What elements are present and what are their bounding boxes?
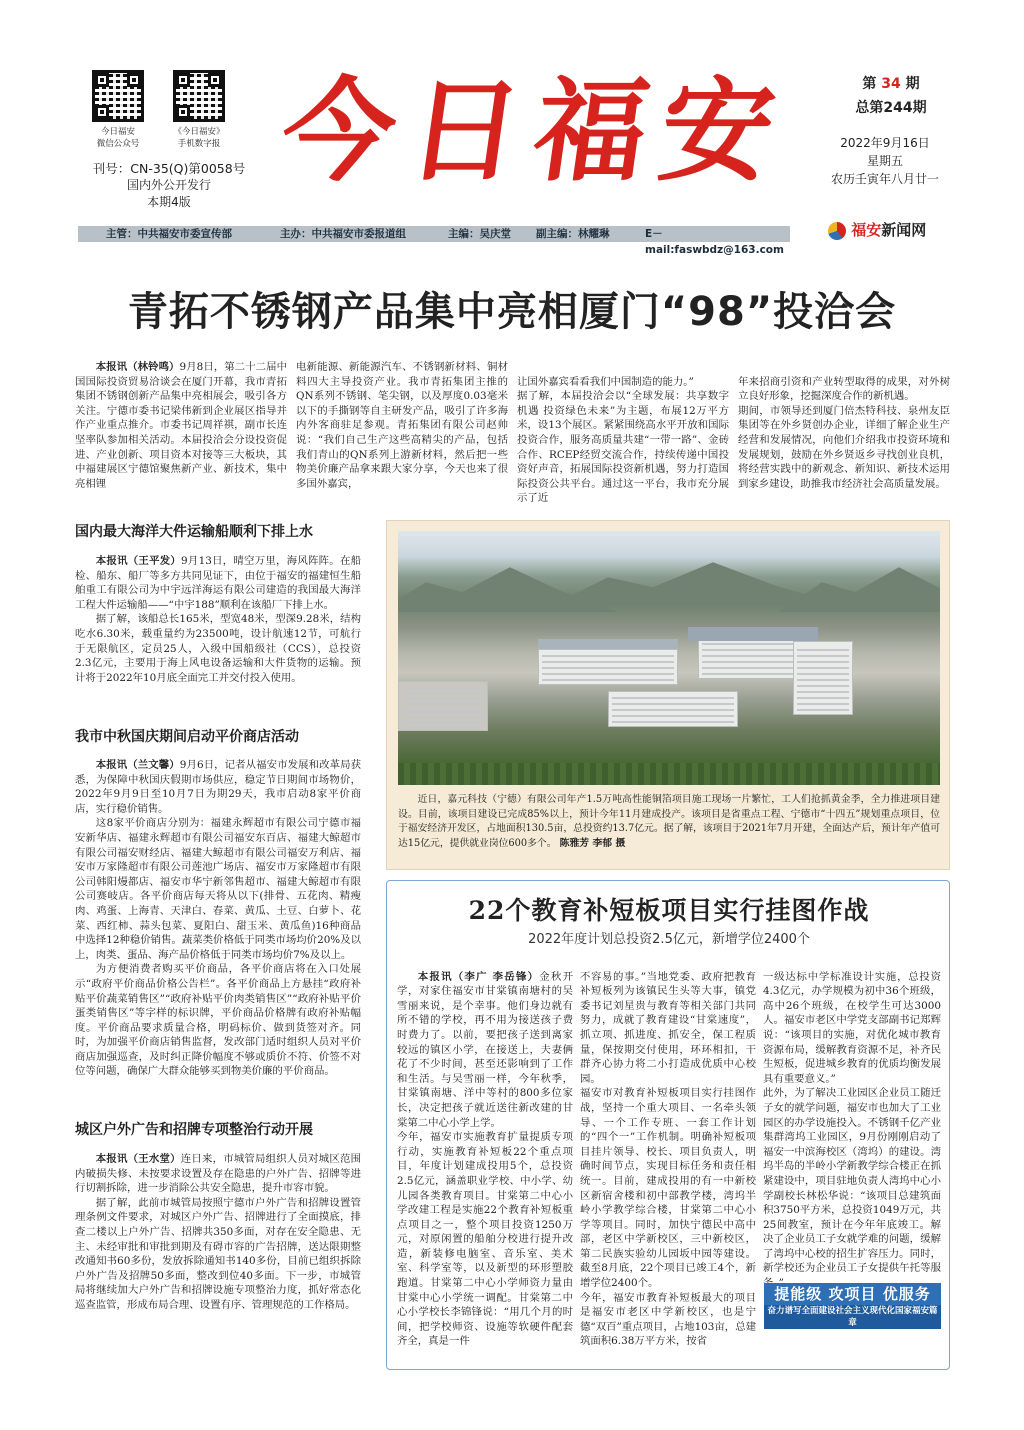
qr-code-icon: [92, 70, 144, 122]
lead-col-2: 电新能源、新能源汽车、不锈钢新材料、铜材料四大主导投资产业。我市青拓集团主推的QN系列不锈钢、笔尖钢，以及厚度0.03毫米以下的手撕钢等自主研发产品，吸引了许多海内外客商驻足参观。青拓集团有限公司赵帅说：“我们自己生产这些高精尖的产品，包括我们青山的QN系列上游新材料，然后把一些物美价廉产品拿来跟大家分享，今天也来了很多国外嘉宾，: [296, 361, 508, 490]
ads-headline: 城区户外广告和招牌专项整治行动开展: [75, 1122, 313, 1138]
photo-box: [386, 520, 950, 870]
slogan-banner: [764, 1283, 941, 1328]
info-bar: [78, 226, 790, 256]
qr-code-digital[interactable]: [173, 70, 225, 122]
weekday: 星期五: [866, 154, 903, 168]
qr-caption-digital: 《今日福安》 手机数字报: [173, 127, 225, 149]
logo-swirl-icon: [828, 222, 846, 240]
qr-code-wechat[interactable]: [92, 70, 144, 122]
issn: 刊号：CN-35(Q)第0058号: [92, 161, 246, 176]
masthead-title: 今日福安: [273, 66, 797, 197]
total-issue: 总第244期: [855, 100, 927, 116]
ads-article: 本报讯（王水堂）连日来，市城管局组织人员对城区范围内破损失修、未按要求设置及存在隐患的户外广告、招牌等进行切割拆除，进一步消除公共安全隐患，提升市容市貌。 据了解，此前市城管局按照宁德市户外广告和招牌设置管理条例文件要求，对城区户外广告、招牌进行了全面摸底，排查二楼以上户外广告、招牌共350多面，对存在安全隐患、无主、未经审批和审批到期及有碍市容的广告招牌，送达限期整改通知书60多份，发放拆除通知书140多份，目前已组织拆除户外广告及招牌50多面，整改到位40多面。下一步，市城管局将继续加大户外广告和招牌设施专项整治力度，抓好常态化巡查监管，形成布局合理、设置有序、管理规范的工作格局。: [75, 1153, 361, 1311]
issue-number: 第 34 期: [862, 76, 920, 92]
lead-headline: 青拓不锈钢产品集中亮相厦门“98”投洽会: [127, 289, 897, 335]
qr-code-icon: [173, 70, 225, 122]
distribution: 国内外公开发行: [126, 178, 211, 192]
feature-headline: 22个教育补短板项目实行挂图作战: [468, 896, 870, 925]
publication-info: [84, 160, 254, 211]
feature-box: [386, 880, 950, 1370]
shop-headline: 我市中秋国庆期间启动平价商店活动: [75, 729, 299, 745]
feature-col-2: 不容易的事。”当地党委、政府把教育补短板列为该镇民生头等大事，镇党委书记刘星贵与教育等相关部门共同努力，成就了教育建设“甘棠速度”，抓立项、抓进度、抓安全，保工程质量，保按期交付使用，环环相扣，干群齐心协力将二小打造成优质中心校园。 福安市对教育补短板项目实行挂图作战，坚持一个重大项目、一名牵头领导、一个工作专班、一套工作计划的“四个一”工作机制。明确补短板项目挂片领导、校长、项目负责人，明确时间节点，实现目标任务和责任相统一。目前，建成投用的有一中新校区新宿舍楼和初中部教学楼，湾坞半岭小学教学综合楼，甘棠第二中心小学等项目。同时，加快宁德民中高中部，老区中学新校区，三中新校区，第二民族实验幼儿园坂中园等建设。截至8月底，22个项目已竣工4个，新增学位2400个。 今年，福安市教育补短板最大的项目是福安市老区中学新校区，也是宁德“双百”重点项目，占地103亩，总建筑面积6.38万平方米，按省: [580, 970, 756, 1348]
slogan-line-1: 提能级 攻项目 优服务: [774, 1285, 931, 1303]
date-block: [810, 134, 960, 188]
feature-subheadline: 2022年度计划总投资2.5亿元，新增学位2400个: [528, 932, 810, 947]
ship-article: 本报讯（王平发）9月13日，晴空万里，海风阵阵。在船检、船东、船厂等多方共同见证下，由位于福安的福建恒生船舶重工有限公司为中宇远洋海运有限公司建造的我国最大海洋工程大件运输船——“中宇188”顺利在该船厂下排上水。 据了解，该船总长165米，型宽48米，型深9.28米，结构吃水6.30米，载重量约为23500吨，设计航速12节，可航行于无限航区，定员25人，入级中国船级社（CCS），总投资2.3亿元，主要用于海上风电设备运输和大件货物的运输。预计将于2022年10月底全面完工并交付投入使用。: [75, 555, 361, 684]
organizer: 主办：中共福安市委报道组: [280, 228, 406, 240]
lead-col-1: 本报讯（林铃鸣）9月8日，第二十二届中国国际投资贸易洽谈会在厦门开幕，我市青拓集团不锈钢创新产品集中亮相展会，吸引各方关注。宁德市委书记梁伟新到企业展区指导并作产业重点推介。市委书记周祥祺，副市长连坚率队参加相关活动。本届投洽会分设投资促进、产业创新、项目资本对接等三大板块，其中福建展区宁德馆聚焦新产业、新技术，集中亮相锂: [75, 361, 287, 490]
qr-caption-wechat: 今日福安 微信公众号: [96, 127, 140, 149]
chief-editor: 主编：吴庆堂: [448, 228, 511, 240]
factory-aerial-photo[interactable]: [398, 531, 940, 785]
date: 2022年9月16日: [840, 136, 930, 150]
site-logo[interactable]: 福安新闻网: [828, 219, 958, 245]
feature-col-1: 本报讯（李广 李岳锋）金秋开学，对家住福安市甘棠镇南塘村的吴雪丽来说，是个幸事。他们身边就有所不错的学校，再不用为接送孩子费时费力了。以前，要把孩子送到离家较远的镇区小学，在接送上，夫妻俩花了不少时间，甚至还影响到了工作和生活。与吴雪丽一样，今年秋季，甘棠镇南塘、洋中等村的800多位家长，决定把孩子就近送往新改建的甘棠第二中心小学上学。 今年，福安市实施教育扩量提质专项行动，实施教育补短板22个重点项目，年度计划建成投用5个，总投资2.5亿元，涵盖职业学校、中小学、幼儿园各类教育项目。甘棠第二中心小学改建工程是实施22个教育补短板重点项目之一，整个项目投资1250万元，对原闲置的船舶分校进行提升改造，新装修电脑室、音乐室、美术室、科学室等，以及新型的环形塑胶跑道。甘棠第二中心小学师资力量由甘棠中心小学统一调配。甘棠第二中心小学校长李锦锋说：“用几个月的时间，把学校师资、设施等软硬件配套齐全，真是一件: [397, 970, 573, 1348]
email: E－mail:faswbdz@163.com: [645, 228, 784, 256]
lunar-date: 农历壬寅年八月廿一: [830, 172, 939, 186]
ship-headline: 国内最大海洋大件运输船顺利下排上水: [75, 524, 313, 540]
sponsor: 主管：中共福安市委宣传部: [106, 228, 232, 240]
photo-credit: 陈雅芳 李郁 摄: [559, 837, 626, 849]
page-count: 本期4版: [147, 195, 191, 209]
feature-col-3: 一级达标中学标准设计实施，总投资4.3亿元，办学规模为初中36个班级，高中26个班级，在校学生可达3000人。福安市老区中学党支部副书记郑辉说：“该项目的实施，对优化城市教育资源布局，缓解教育资源不足，补齐民生短板，促进城乡教育的优质均衡发展具有重要意义。” 此外，为了解决工业园区企业员工随迁子女的就学问题，福安市也加大了工业园区的办学设施投入。不锈钢千亿产业集群湾坞工业园区，9月份刚刚启动了福安一中滨海校区（湾坞）的建设。湾坞半岛的半岭小学新教学综合楼正在抓紧建设中，项目驻地负责人湾坞中心小学副校长林松华说：“该项目总建筑面积3750平方米，总投资1049万元，共25间教室，预计在今年年底竣工。解决了企业员工子女就学难的问题，缓解了湾坞中心校的招生扩容压力。同时，新学校还为企业员工子女提供午托等服: [763, 970, 941, 1275]
lead-col-3: 让国外嘉宾看看我们中国制造的能力。” 据了解，本届投洽会以“全球发展：共享数字机遇 投资绿色未来”为主题，布展12万平方米，设13个展区。紧紧围绕高水平开放和国际投资合作，服务高质量共建“一带一路”、金砖合作、RCEP经贸交流合作，持续传递中国投资好声音，拓展国际投资新机遇，努力打造国际投资公共平台。通过这一平台，我市充分展示了近: [517, 375, 729, 505]
slogan-line-2: 奋力谱写全面建设社会主义现代化国家福安篇章: [764, 1305, 941, 1329]
shop-article: 本报讯（兰文馨）9月6日，记者从福安市发展和改革局获悉，为保障中秋国庆假期市场供应，稳定节日期间市场物价，2022年9月9日至10月7日为期29天，我市启动8家平价商店，实行稳价销售。 这8家平价商店分别为：福建永辉超市有限公司宁德市福安新华店、福建永辉超市有限公司福安东百店、福建大鲸超市有限公司福安财经店、福建大鲸超市有限公司福安万利店、福安市万家隆超市有限公司莲池广场店、福安市万家隆超市有限公司韩阳熳都店、福安市华宁新邻售超市、福建大鲸超市有限公司赛岐店。各平价商店每天将从以下(排骨、五花肉、精瘦肉、鸡蛋、上海青、天津白、春菜、黄瓜、土豆、白萝卜、花菜、西红柿、蒜头包菜、夏阳白、甜玉米、黄瓜鱼)16种商品中选择12种稳价销售。蔬菜类价格低于同类市场均价20%及以上，肉类、蛋品、海产品价格低于同类市场均价7%及以上。 为方便消费者购买平价商品，各平价商店将在入口处展示“政府平价商品价格公告栏”。各平价商品上方悬挂“政府补贴平价蔬菜销售区”“政府补贴平价肉类销售区”“政府补贴平价蛋类销售区”等字样的标识牌，平价商品价格牌有政府补贴幅度。平价商品要求质量合格，明码标价、做到货签对齐。同时，为加强平价商店销售监督，发改部门适时组织人员对平价商店加强巡查，及时纠正降价幅度不够或质价不符、价签不对位等问题，确保广大群众能够买到物美价廉的平价商品。: [75, 759, 361, 1078]
photo-caption: 近日，嘉元科技（宁德）有限公司年产1.5万吨高性能铜箔项目施工现场一片繁忙，工人们抢抓黄金季，全力推进项目建设。目前，该项目建设已完成85%以上，预计今年11月建成投产。该项目是省重点工程、宁德市“十四五”规划重点项目，位于福安经济开发区，占地面积130.5亩，总投资约13.7亿元。据了解，该项目于2021年7月开建，全面达产后，预计年产值可达15亿元，提供就业岗位600多个。 陈雅芳 李郁 摄: [398, 794, 940, 849]
deputy-editor: 副主编：林耀琳: [536, 228, 610, 240]
lead-col-4: 年来招商引资和产业转型取得的成果，对外树立良好形象，挖掘深度合作的新机遇。 期间，市领导还到厦门倍杰特科技、泉州友臣集团等在外乡贤创办企业，详细了解企业生产经营和发展情况，向他们介绍我市投资环境和发展规划，鼓励在外乡贤返乡寻找创业良机，将经营实践中的新观念、新知识、新技术运用到家乡建设，助推我市经济社会高质量发展。: [738, 375, 950, 490]
